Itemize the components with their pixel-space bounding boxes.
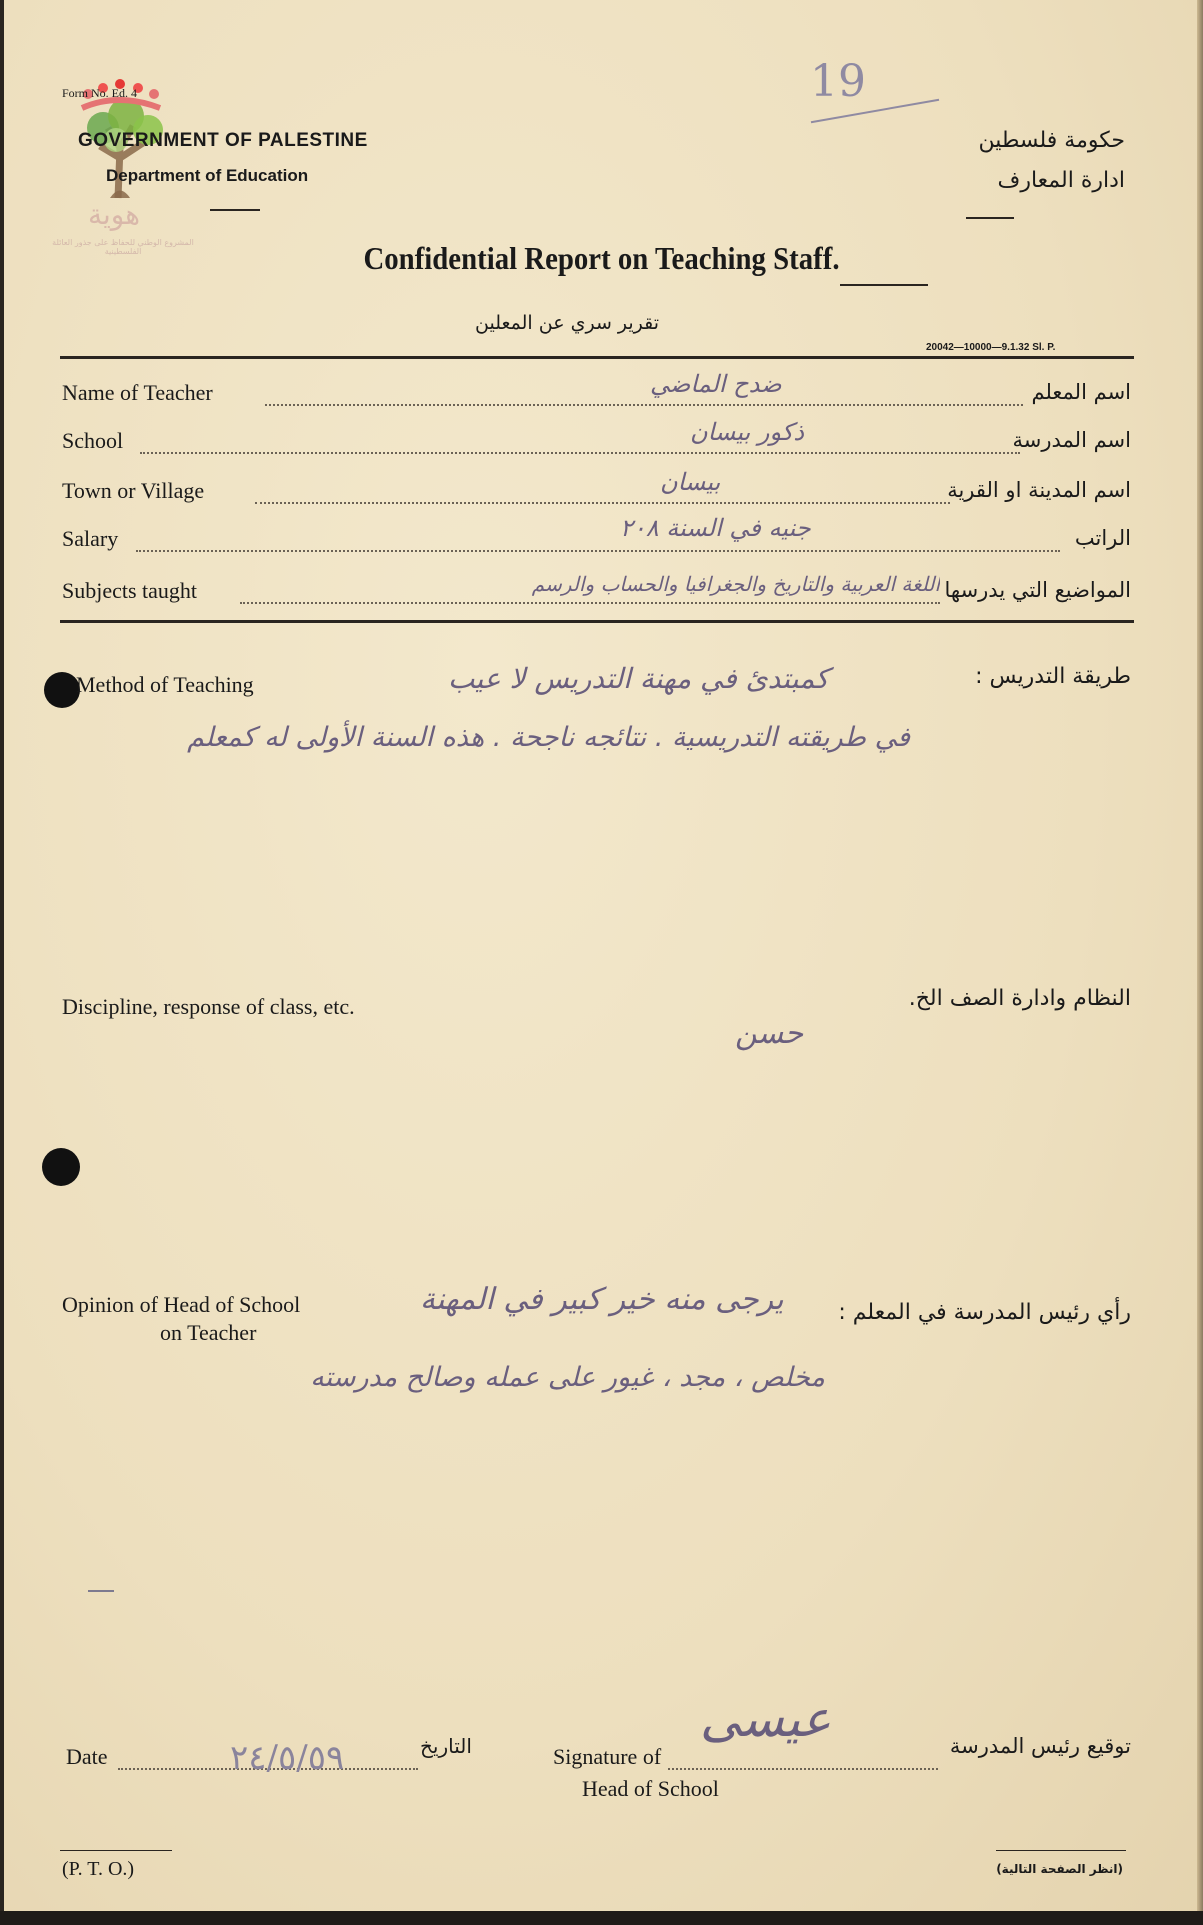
title-underline bbox=[840, 284, 928, 286]
watermark-caption: المشروع الوطني للحفاظ على جذور العائلة الفلسطينية bbox=[52, 238, 194, 256]
date-label-ar: التاريخ bbox=[420, 1734, 472, 1758]
field-label-en-school: School bbox=[62, 428, 124, 453]
signature-label-2: Head of School bbox=[582, 1776, 719, 1801]
pto-label: (P. T. O.) bbox=[62, 1858, 135, 1880]
dept-title-ar: ادارة المعارف bbox=[997, 168, 1125, 193]
report-title-ar: تقرير سري عن المعلين bbox=[475, 312, 660, 334]
opinion-text-line1: يرجى منه خير كبير في المهنة bbox=[420, 1282, 784, 1317]
method-text-line2: في طريقته التدريسية . نتائجه ناجحة . هذه السنة الأولى له كمعلم bbox=[187, 722, 910, 753]
pen-mark bbox=[88, 1590, 114, 1592]
field-label-en-town: Town or Village bbox=[62, 478, 205, 503]
report-title: Confidential Report on Teaching Staff. bbox=[363, 240, 840, 276]
signature-label: Signature of bbox=[553, 1744, 662, 1769]
field-label-en-salary: Salary bbox=[62, 526, 119, 551]
field-label-en-subjects: Subjects taught bbox=[62, 578, 198, 603]
discipline-label-en: Discipline, response of class, etc. bbox=[62, 994, 355, 1019]
field-value-town: بيسان bbox=[660, 468, 721, 496]
field-label-ar-salary: الراتب bbox=[1074, 526, 1131, 550]
opinion-text-line2: مخلص ، مجد ، غيور على عمله وصالح مدرسته bbox=[310, 1362, 825, 1393]
method-label-ar: طريقة التدريس : bbox=[975, 664, 1131, 689]
page-number: 19 bbox=[810, 56, 866, 107]
field-label-ar-town: اسم المدينة او القرية bbox=[947, 478, 1131, 502]
method-text-line1: كمبتدئ في مهنة التدريس لا عيب bbox=[448, 662, 829, 695]
field-label-ar-school: اسم المدرسة bbox=[1012, 428, 1131, 452]
pto-rule bbox=[60, 1850, 172, 1851]
watermark-logo bbox=[52, 48, 194, 258]
dept-title-en: Department of Education bbox=[106, 166, 309, 185]
header-rule-left bbox=[210, 209, 260, 211]
date-value: ٢٤/٥/٥٩ bbox=[230, 1738, 345, 1778]
header-rule-right bbox=[966, 217, 1014, 219]
pto-ar-rule bbox=[996, 1850, 1126, 1851]
fields-top-rule bbox=[60, 356, 1134, 359]
form-number: Form No. Ed. 4 bbox=[62, 86, 137, 100]
opinion-label-en-2: on Teacher bbox=[160, 1320, 257, 1345]
signature-value: عيسى bbox=[700, 1690, 832, 1748]
punch-hole-bottom bbox=[42, 1148, 80, 1186]
field-dots-name bbox=[265, 404, 1023, 406]
opinion-label-en-1: Opinion of Head of School bbox=[62, 1292, 301, 1317]
field-value-subjects: اللغة العربية والتاريخ والجغرافيا والحساب والرسم bbox=[531, 572, 940, 596]
signature-label-ar: توقيع رئيس المدرسة bbox=[949, 1734, 1131, 1758]
field-value-name: ضدح الماضي bbox=[650, 370, 782, 398]
field-dots-salary bbox=[136, 550, 1060, 552]
fields-bottom-rule bbox=[60, 620, 1134, 623]
field-label-ar-subjects: المواضيع التي يدرسها bbox=[944, 578, 1131, 602]
signature-dots bbox=[668, 1768, 938, 1770]
field-dots-subjects bbox=[240, 602, 940, 604]
page-edge-right bbox=[1197, 0, 1203, 1925]
pto-label-ar: (انظر الصفحة التالية) bbox=[996, 1862, 1123, 1876]
page-edge-left bbox=[0, 0, 4, 1925]
field-label-ar-name: اسم المعلم bbox=[1031, 380, 1131, 404]
gov-title-ar: حكومة فلسطين bbox=[978, 128, 1125, 153]
field-value-salary: جنيه في السنة ٢٠٨ bbox=[620, 514, 811, 542]
watermark-text: هوية bbox=[88, 198, 141, 231]
date-label: Date bbox=[66, 1744, 108, 1769]
field-value-school: ذكور بيسان bbox=[690, 418, 804, 446]
gov-title-en: GOVERNMENT OF PALESTINE bbox=[78, 130, 368, 151]
field-dots-school bbox=[140, 452, 1020, 454]
print-reference: 20042—10000—9.1.32 Sl. P. bbox=[926, 342, 1056, 353]
opinion-label-ar: رأي رئيس المدرسة في المعلم : bbox=[838, 1300, 1131, 1325]
field-dots-town bbox=[255, 502, 950, 504]
method-label-en: Method of Teaching bbox=[76, 672, 254, 697]
field-label-en-name: Name of Teacher bbox=[62, 380, 213, 405]
punch-hole-top bbox=[44, 672, 80, 708]
discipline-value: حسن bbox=[735, 1016, 804, 1051]
discipline-label-ar: النظام وادارة الصف الخ. bbox=[908, 986, 1131, 1011]
page-edge-bottom bbox=[0, 1911, 1203, 1925]
